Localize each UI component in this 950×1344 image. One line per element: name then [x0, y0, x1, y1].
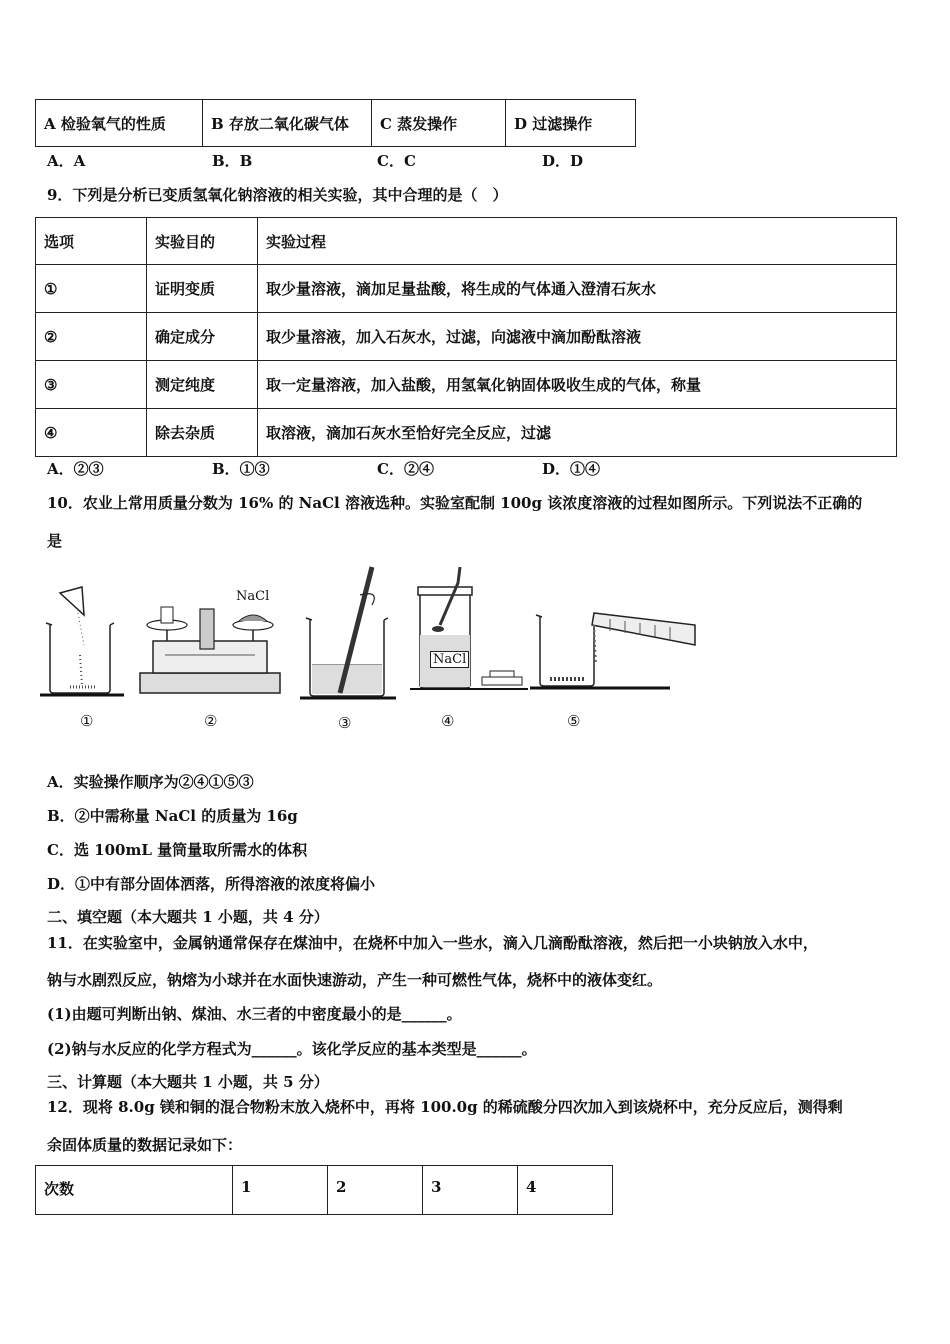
q8-option-a: A．A — [47, 152, 86, 170]
q9-row2-purpose: 确定成分 — [147, 313, 258, 361]
q8-option-c: C．C — [377, 152, 416, 170]
q12-table — [35, 1165, 613, 1215]
figure-label-3: ③ — [338, 714, 352, 732]
q12-line1: 12．现将 8.0g 镁和铜的混合物粉末放入烧杯中，再将 100.0g 的稀硫酸分四次加入到该烧杯中，充分反应后，测得剩 — [47, 1098, 843, 1116]
q12-line2: 余固体质量的数据记录如下： — [47, 1136, 243, 1154]
q8-cell-a: A 检验氧气的性质 — [36, 100, 203, 147]
figure-label-4: ④ — [441, 712, 455, 730]
q9-row3-process: 取一定量溶液，加入盐酸，用氢氧化钠固体吸收生成的气体，称量 — [258, 361, 897, 409]
q8-option-b: B．B — [212, 152, 253, 170]
figure-jar-nacl-label: NaCl — [430, 651, 469, 668]
q10-option-d: D．①中有部分固体洒落，所得溶液的浓度将偏小 — [47, 875, 376, 893]
q8-cell-c: C 蒸发操作 — [372, 100, 506, 147]
q12-header-2: 2 — [328, 1166, 423, 1215]
q9-row1-purpose: 证明变质 — [147, 265, 258, 313]
q9-row3-purpose: 测定纯度 — [147, 361, 258, 409]
section-3-heading: 三、计算题（本大题共 1 小题，共 5 分） — [47, 1073, 329, 1091]
figure-stirring — [300, 565, 400, 700]
q9-stem: 9．下列是分析已变质氢氧化钠溶液的相关实验，其中合理的是（ ） — [47, 186, 508, 204]
q11-line2: 钠与水剧烈反应，钠熔为小球并在水面快速游动，产生一种可燃性气体，烧杯中的液体变红。 — [47, 971, 663, 989]
q8-cell-b: B 存放二氧化碳气体 — [203, 100, 372, 147]
q12-header-4: 4 — [518, 1166, 613, 1215]
q9-header-process: 实验过程 — [258, 218, 897, 265]
q9-header-option: 选项 — [36, 218, 147, 265]
q12-header-count: 次数 — [36, 1166, 233, 1215]
q9-option-a: A．②③ — [47, 460, 104, 478]
q10-option-b: B．②中需称量 NaCl 的质量为 16g — [47, 807, 298, 825]
q9-option-c: C．②④ — [377, 460, 434, 478]
q9-table — [35, 217, 897, 457]
q8-option-d: D．D — [542, 152, 584, 170]
q10-option-a: A．实验操作顺序为②④①⑤③ — [47, 773, 254, 791]
q11-part1: (1)由题可判断出钠、煤油、水三者的中密度最小的是______。 — [47, 1005, 462, 1023]
q12-header-3: 3 — [423, 1166, 518, 1215]
section-2-heading: 二、填空题（本大题共 1 小题，共 4 分） — [47, 908, 329, 926]
q10-stem-line2: 是 — [47, 532, 63, 550]
q9-row1-option: ① — [36, 265, 147, 313]
q9-row4-purpose: 除去杂质 — [147, 409, 258, 457]
q9-row1-process: 取少量溶液，滴加足量盐酸，将生成的气体通入澄清石灰水 — [258, 265, 897, 313]
figure-label-2: ② — [204, 712, 218, 730]
q12-header-1: 1 — [233, 1166, 328, 1215]
q10-stem-line1: 10．农业上常用质量分数为 16% 的 NaCl 溶液选种。实验室配制 100g 该浓度溶液的过程如图所示。下列说法不正确的 — [47, 494, 863, 512]
q9-header-purpose: 实验目的 — [147, 218, 258, 265]
figure-label-5: ⑤ — [567, 712, 581, 730]
q9-row4-process: 取溶液，滴加石灰水至恰好完全反应，过滤 — [258, 409, 897, 457]
q9-row2-process: 取少量溶液，加入石灰水，过滤，向滤液中滴加酚酞溶液 — [258, 313, 897, 361]
figure-balance-nacl-label: NaCl — [236, 589, 270, 604]
q10-option-c: C．选 100mL 量筒量取所需水的体积 — [47, 841, 308, 859]
figure-reagent-jar — [410, 565, 530, 695]
q9-row2-option: ② — [36, 313, 147, 361]
figure-pour-solid — [40, 585, 130, 700]
figure-label-1: ① — [80, 712, 94, 730]
q9-option-b: B．①③ — [212, 460, 270, 478]
q9-option-d: D．①④ — [542, 460, 601, 478]
q9-row3-option: ③ — [36, 361, 147, 409]
q8-table — [35, 99, 636, 147]
q9-row4-option: ④ — [36, 409, 147, 457]
figure-pour-water — [530, 595, 705, 695]
q11-part2: (2)钠与水反应的化学方程式为______。该化学反应的基本类型是______。 — [47, 1040, 537, 1058]
q8-cell-d: D 过滤操作 — [506, 100, 636, 147]
q11-line1: 11．在实验室中，金属钠通常保存在煤油中，在烧杯中加入一些水，滴入几滴酚酞溶液，然后把一小块钠放入水中， — [47, 934, 818, 952]
